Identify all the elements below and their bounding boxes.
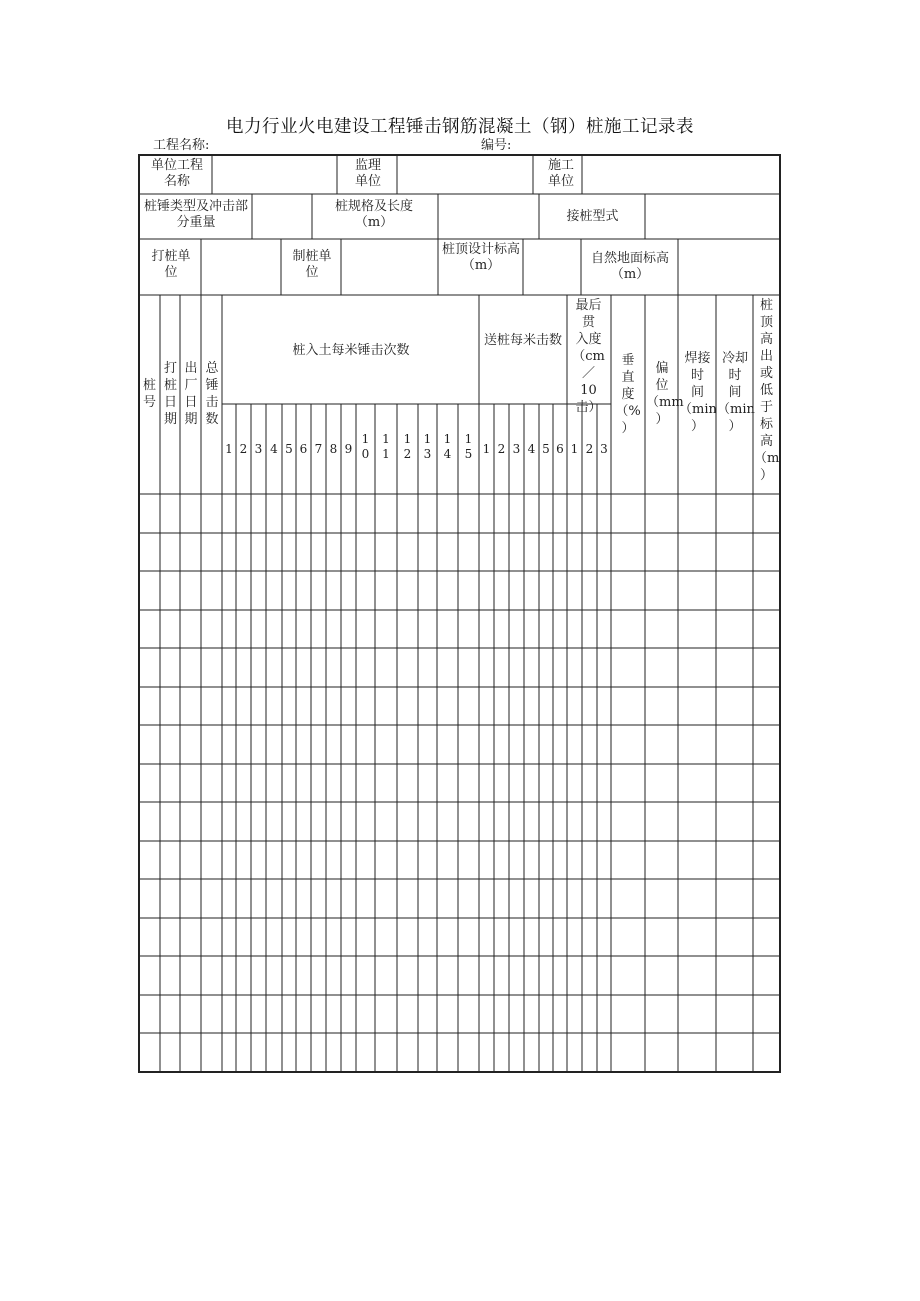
- follower-column-number: 2: [497, 442, 506, 456]
- pile-top-design-label: 桩顶设计标高（m）: [442, 242, 521, 273]
- blow-column-number: 9: [344, 442, 353, 456]
- pile-top-diff-header: 桩 顶 高 出 或 低 于 标 高 （m ）: [754, 298, 780, 483]
- blow-column-number: 2: [239, 442, 248, 456]
- page-title: 电力行业火电建设工程锤击钢筋混凝土（钢）桩施工记录表: [226, 117, 694, 137]
- construction-unit-label: 施工单位: [547, 158, 574, 189]
- weld-time-header: 焊接 时 间 （min ）: [679, 351, 717, 434]
- penetration-column-number: 3: [600, 442, 608, 456]
- blow-column-number: 1 5: [464, 432, 473, 461]
- table-border: [139, 155, 780, 1072]
- cool-time-header: 冷却 时 间 （min ）: [717, 351, 755, 434]
- blow-column-number: 1 1: [382, 432, 390, 461]
- follower-column-number: 6: [556, 442, 564, 456]
- blow-column-number: 8: [329, 442, 338, 456]
- factory-date-header: 出 厂 日 期: [184, 361, 198, 427]
- pile-no-header: 桩 号: [142, 378, 156, 410]
- verticality-header: 垂 直 度 （% ）: [615, 353, 641, 436]
- follower-column-number: 3: [512, 442, 521, 456]
- blow-column-number: 1: [225, 442, 233, 456]
- follower-column-number: 5: [542, 442, 550, 456]
- blow-column-number: 1 4: [443, 432, 452, 461]
- project-name-label: 工程名称:: [153, 138, 210, 153]
- splice-type-label: 接桩型式: [566, 209, 619, 224]
- penetration-column-number: 1: [570, 442, 579, 456]
- pile-spec-label: 桩规格及长度（m）: [334, 199, 413, 230]
- offset-header: 偏 位 （mm ）: [646, 361, 684, 427]
- blow-column-number: 5: [285, 442, 293, 456]
- blow-column-number: 4: [270, 442, 278, 456]
- follower-column-number: 1: [482, 442, 491, 456]
- blow-column-number: 1 0: [361, 432, 370, 461]
- final-penetration-header: 最后 贯 入度 （cm／ 10 击）: [572, 298, 605, 415]
- drive-date-header: 打 桩 日 期: [163, 361, 177, 427]
- blow-column-number: 7: [314, 442, 323, 456]
- follower-blows-header: 送桩每米击数: [484, 333, 563, 348]
- ground-elevation-label: 自然地面标高（m）: [590, 251, 669, 282]
- blow-column-number: 6: [299, 442, 308, 456]
- blow-column-number: 1 2: [403, 432, 412, 461]
- supervision-unit-label: 监理单位: [354, 158, 381, 189]
- follower-column-number: 4: [527, 442, 536, 456]
- serial-number-label: 编号:: [481, 138, 512, 153]
- unit-project-label: 单位工程名称: [150, 158, 203, 189]
- blow-column-number: 1 3: [423, 432, 432, 461]
- piling-unit-label: 打桩单位: [151, 249, 191, 280]
- total-blows-header: 总 锤 击 数: [205, 361, 219, 427]
- penetration-column-number: 2: [585, 442, 594, 456]
- blows-per-meter-header: 桩入土每米锤击次数: [292, 343, 410, 358]
- hammer-type-label: 桩锤类型及冲击部分重量: [144, 199, 249, 230]
- blow-column-number: 3: [254, 442, 263, 456]
- pile-maker-label: 制桩单位: [292, 249, 332, 280]
